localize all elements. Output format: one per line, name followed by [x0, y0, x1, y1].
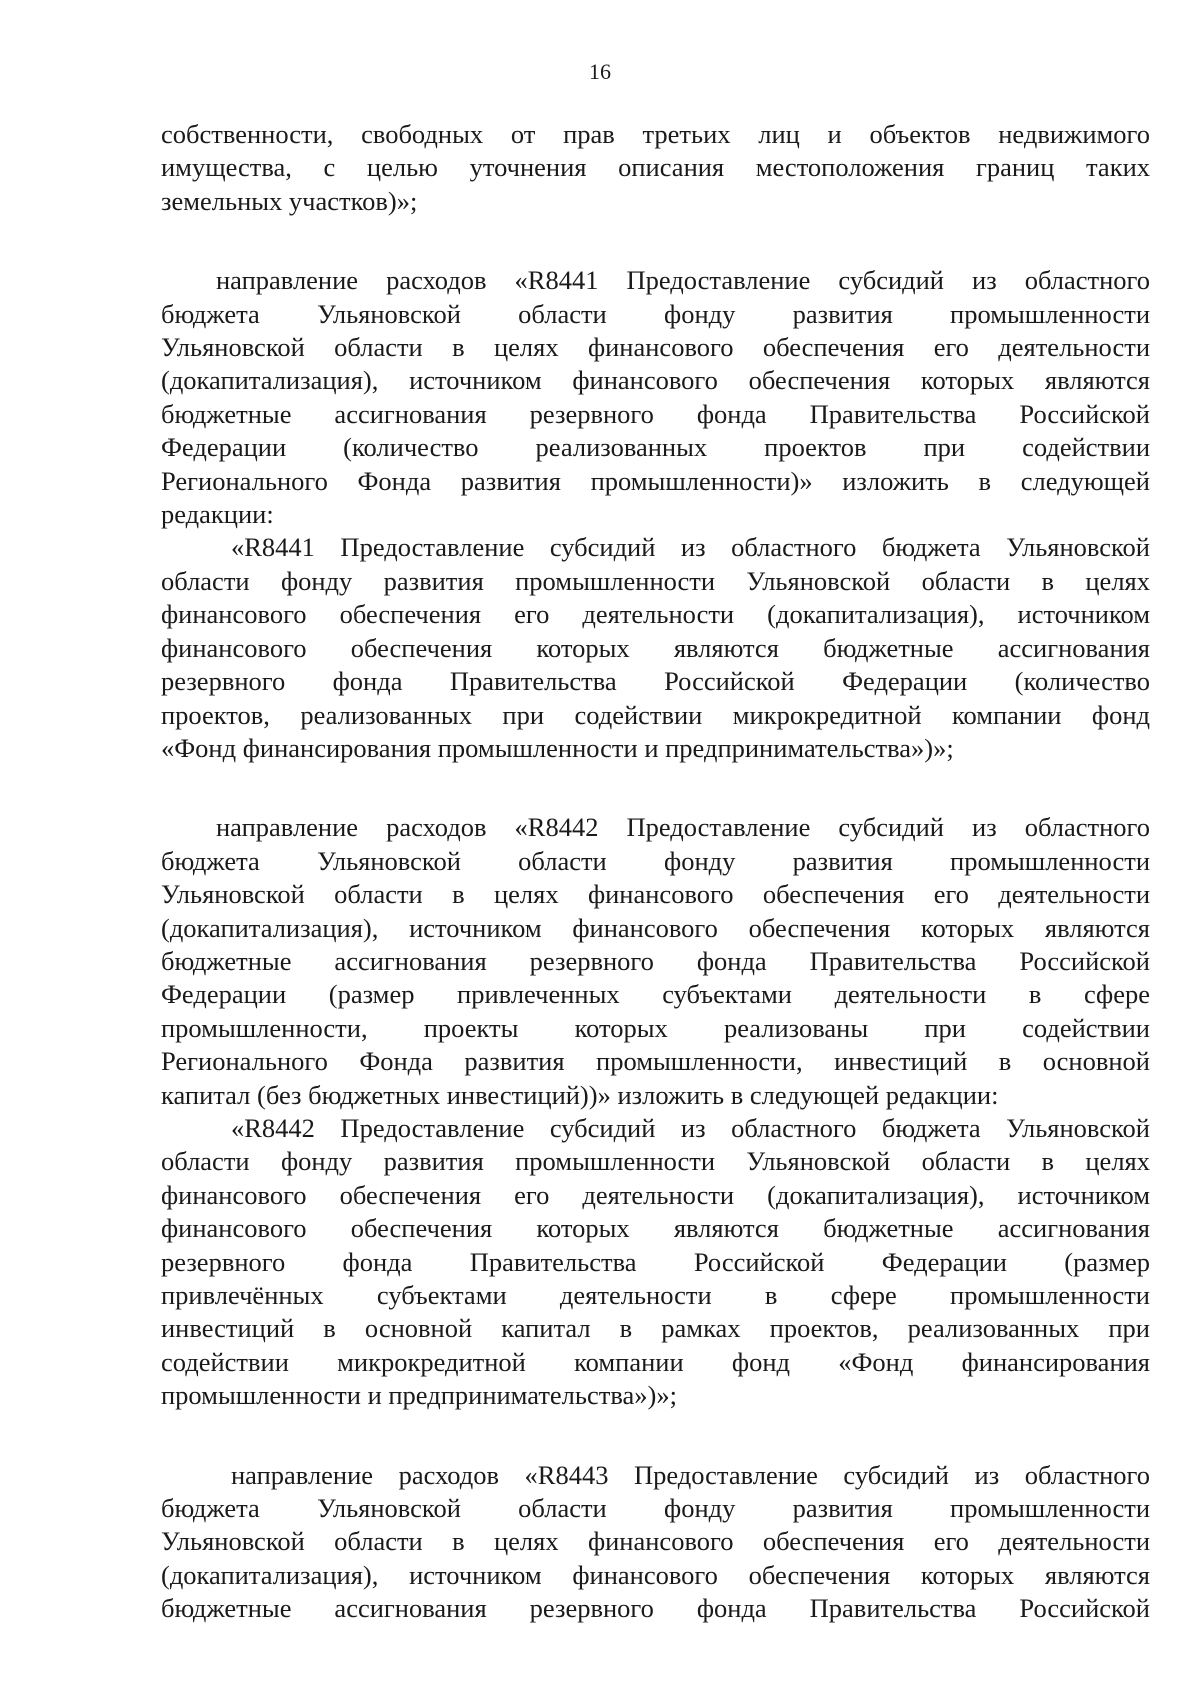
text-line: финансового обеспечения которых являются бюджетные ассигнования — [161, 632, 1150, 663]
text-line: Федерации (размер привлеченных субъектами деятельности в сфере — [161, 979, 1150, 1010]
text-line: капитал (без бюджетных инвестиций))» изложить в следующей редакции: — [161, 1079, 999, 1110]
text-line: «R8441 Предоставление субсидий из областного бюджета Ульяновской — [231, 532, 1150, 563]
text-line: проектов, реализованных при содействии микрокредитной компании фонд — [161, 699, 1150, 730]
text-line: резервного фонда Правительства Российской Федерации (количество — [161, 666, 1150, 697]
text-line: бюджетные ассигнования резервного фонда Правительства Российской — [161, 1593, 1150, 1624]
text-line: финансового обеспечения которых являются бюджетные ассигнования — [161, 1213, 1150, 1244]
text-line: Ульяновской области в целях финансового обеспечения его деятельности — [161, 879, 1150, 910]
text-line: (докапитализация), источником финансового обеспечения которых являются — [161, 1559, 1150, 1590]
text-line: привлечённых субъектами деятельности в сфере промышленности — [161, 1280, 1150, 1310]
document-body — [161, 118, 1150, 1626]
paragraph-continuation — [161, 118, 1150, 218]
text-line: области фонду развития промышленности Ульяновской области в целях — [161, 565, 1150, 596]
paragraph-r8441-direction — [161, 264, 1150, 531]
text-line: направление расходов «R8442 Предоставление субсидий из областного — [216, 812, 1150, 843]
text-line: финансового обеспечения его деятельности (докапитализация), источником — [161, 599, 1150, 630]
text-line: редакции: — [161, 499, 274, 530]
text-line: «Фонд финансирования промышленности и предпринимательства»)»; — [161, 732, 954, 763]
text-line: финансового обеспечения его деятельности (докапитализация), источником — [161, 1179, 1150, 1210]
text-line: области фонду развития промышленности Ульяновской области в целях — [161, 1146, 1150, 1177]
page-number: 16 — [589, 59, 611, 84]
text-line: Ульяновской области в целях финансового обеспечения его деятельности — [161, 1526, 1150, 1557]
paragraph-r8443-direction — [161, 1459, 1150, 1626]
text-line: бюджетные ассигнования резервного фонда Правительства Российской — [161, 398, 1150, 429]
text-line: Ульяновской области в целях финансового обеспечения его деятельности — [161, 332, 1150, 363]
text-line: земельных участков)»; — [161, 185, 418, 216]
text-line: Федерации (количество реализованных проектов при содействии — [161, 432, 1150, 463]
text-line: инвестиций в основной капитал в рамках проектов, реализованных при — [161, 1313, 1150, 1344]
text-line: имущества, с целью уточнения описания местоположения границ таких — [161, 152, 1150, 183]
text-line: резервного фонда Правительства Российской Федерации (размер — [161, 1246, 1150, 1277]
paragraph-r8441-new-wording — [161, 531, 1150, 765]
text-line: направление расходов «R8441 Предоставление субсидий из областного — [216, 265, 1150, 296]
text-line: (докапитализация), источником финансового обеспечения которых являются — [161, 365, 1150, 396]
text-line: направление расходов «R8443 Предоставление субсидий из областного — [231, 1459, 1150, 1490]
text-line: бюджета Ульяновской области фонду развития промышленности — [161, 845, 1150, 876]
text-line: Регионального Фонда развития промышленности)» изложить в следующей — [161, 465, 1150, 496]
text-line: Регионального Фонда развития промышленности, инвестиций в основной — [161, 1046, 1150, 1077]
text-line: промышленности и предпринимательства»)»; — [161, 1380, 677, 1411]
text-line: промышленности, проекты которых реализованы при содействии — [161, 1012, 1150, 1043]
text-line: бюджета Ульяновской области фонду развития промышленности — [161, 1493, 1150, 1524]
text-line: (докапитализация), источником финансового обеспечения которых являются — [161, 912, 1150, 943]
text-line: бюджетные ассигнования резервного фонда Правительства Российской — [161, 945, 1150, 976]
text-line: бюджета Ульяновской области фонду развития промышленности — [161, 298, 1150, 329]
paragraph-r8442-new-wording — [161, 1112, 1150, 1413]
paragraph-r8442-direction — [161, 811, 1150, 1112]
text-line: «R8442 Предоставление субсидий из областного бюджета Ульяновской — [231, 1112, 1150, 1143]
text-line: собственности, свободных от прав третьих лиц и объектов недвижимого — [161, 119, 1150, 149]
text-line: содействии микрокредитной компании фонд «Фонд финансирования — [161, 1346, 1150, 1377]
